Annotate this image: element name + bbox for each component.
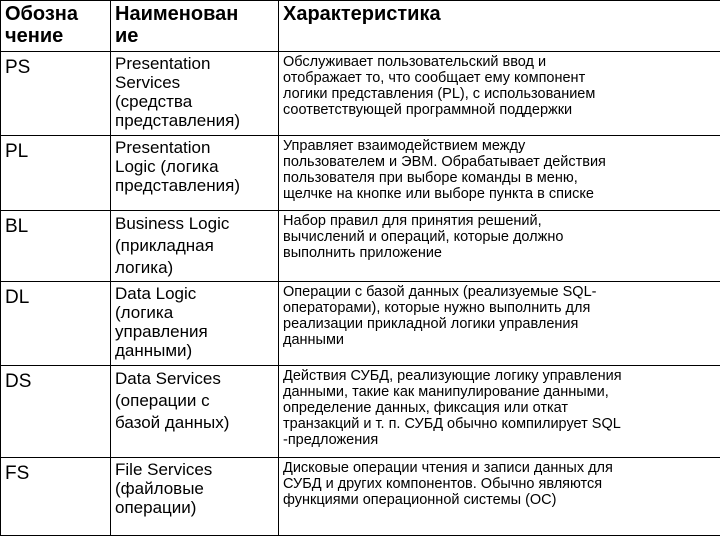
header-characteristic <box>279 1 720 52</box>
row-code: PS <box>1 52 111 136</box>
row-name: Data Logic (логика управления данными) <box>111 282 279 366</box>
row-description: Дисковые операции чтения и записи данных для СУБД и других компонентов. Обычно являются функциями операционной системы (ОС) <box>279 458 720 536</box>
table-row <box>1 458 720 536</box>
row-name: File Services (файловые операции) <box>111 458 279 536</box>
row-name: Business Logic (прикладная логика) <box>111 211 279 282</box>
table-row <box>1 136 720 211</box>
row-description: Операции с базой данных (реализуемые SQL- операторами), которые нужно выполнить для реализации прикладной логики управления данными <box>279 282 720 366</box>
header-name-text: Наименован ие <box>115 3 239 47</box>
row-description: Управляет взаимодействием между пользователем и ЭВМ. Обрабатывает действия пользователя при выборе команды в меню, щелчке на кнопке или выборе пункта в списке <box>279 136 720 211</box>
header-code-text: Обозна чение <box>5 3 79 47</box>
row-description: Обслуживает пользовательский ввод и отображает то, что сообщает ему компонент логики представления (PL), с использованием соответствующей программной поддержки <box>279 52 720 136</box>
row-code: DL <box>1 282 111 366</box>
table-row <box>1 366 720 458</box>
table-row <box>1 282 720 366</box>
header-characteristic-text: Характеристика <box>283 3 441 25</box>
row-code: DS <box>1 366 111 458</box>
row-description: Действия СУБД, реализующие логику управления данными, такие как манипулирование данными, определение данных, фиксация или откат транзакций и т. п. СУБД обычно компилирует SQL -предложения <box>279 366 720 458</box>
row-name: Data Services (операции с базой данных) <box>111 366 279 458</box>
table-row <box>1 211 720 282</box>
table-row <box>1 52 720 136</box>
header-code <box>1 1 111 52</box>
row-code: FS <box>1 458 111 536</box>
header-name <box>111 1 279 52</box>
row-name: Presentation Services (средства представления) <box>111 52 279 136</box>
header-row <box>1 1 720 52</box>
row-description: Набор правил для принятия решений, вычислений и операций, которые должно выполнить приложение <box>279 211 720 282</box>
row-code: PL <box>1 136 111 211</box>
row-code: BL <box>1 211 111 282</box>
row-name: Presentation Logic (логика представления) <box>111 136 279 211</box>
